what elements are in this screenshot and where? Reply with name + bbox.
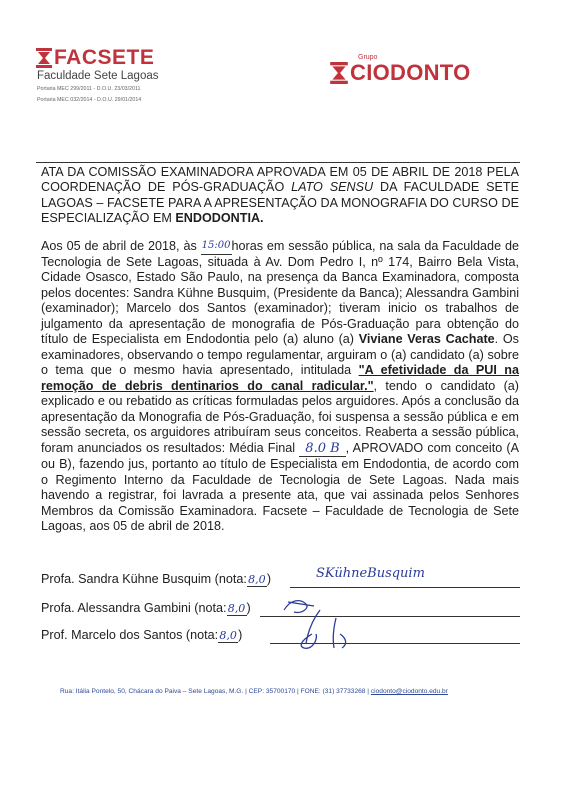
facsete-logo-icon bbox=[36, 48, 52, 68]
facsete-logo bbox=[36, 46, 216, 104]
title-part1: ATA DA COMISSÃO EXAMINADORA APROVADA EM 05 DE ABRIL DE 2018 PELA COORDENAÇÃO DE PÓS-GRADUAÇÃO bbox=[41, 165, 519, 195]
body-text-1: Aos 05 de abril de 2018, às bbox=[41, 239, 201, 253]
examiner-signature: SKühneBusquim bbox=[316, 566, 425, 581]
title-bold: ENDODONTIA. bbox=[175, 210, 264, 225]
signature-row-3 bbox=[41, 628, 242, 643]
document-title bbox=[41, 165, 519, 226]
monograph-title: "A efetividade da PUI na remoção de debris dentinarios do canal radicular." bbox=[41, 363, 519, 393]
signature-line-1 bbox=[290, 587, 520, 588]
handwritten-final-grade: 8.0 B bbox=[299, 441, 345, 458]
body-text-4: , tendo o candidato (a) explicado e ou rebatido as críticas formuladas pelos arguidores. Após a conclusão da apresentação da Monografia de Pós-Graduação, foi suspensa a sessão pública e em sessão secreta, os arguidores atribuíram seus conceitos. Reaberta a sessão pública, foram anunciados os resultados: Média Final bbox=[41, 378, 519, 455]
ciodonto-grupo: Grupo bbox=[358, 54, 378, 61]
title-italic: LATO SENSU bbox=[291, 180, 374, 195]
examiner-signature-3 bbox=[290, 604, 360, 652]
footer-address: Rua: Itália Pontelo, 50, Chácara do Paiva – Sete Lagoas, M.G. | CEP: 35700170 | FONE: (31) 37733268 | bbox=[60, 688, 371, 695]
paren-close: ) bbox=[266, 572, 272, 586]
facsete-name: FACSETE bbox=[54, 46, 155, 69]
examiner-grade: 8,0 bbox=[219, 629, 237, 642]
portaria-2: Portaria MEC 032/2014 - D.O.U. 29/01/2014 bbox=[37, 97, 142, 103]
ciodonto-logo-icon bbox=[330, 62, 348, 84]
body-text-3: . Os examinadores, observando o tempo regulamentar, arguiram o (a) candidato (a) sobre o tema que o mesmo havia apresentado, intitulada bbox=[41, 332, 519, 377]
ciodonto-name: CIODONTO bbox=[350, 60, 471, 85]
body-text-2: horas em sessão pública, na sala da Faculdade de Tecnologia de Sete Lagoas, situada à Av. Dom Pedro I, nº 174, Bairro Bela Vista, Cidade Osasco, Estado São Paulo, na presença da Banca Examinadora, composta pelos docentes: Sandra Kühne Busquim, (Presidente da Banca); Alessandra Gambini (examinador); Marcelo dos Santos (examinador); tiveram inicio os trabalhos de julgamento da apresentação de monografia de Pós-Graduação para obtenção do título de Especialista em Endodontia pelo (a) aluno (a) bbox=[41, 239, 519, 346]
paren-close: ) bbox=[238, 628, 243, 642]
footer-email-link[interactable]: ciodonto@ciodonto.edu.br bbox=[370, 688, 448, 695]
footer bbox=[60, 688, 510, 695]
document-body bbox=[41, 238, 519, 535]
title-part2: DA FACULDADE SETE LAGOAS – FACSETE PARA A APRESENTAÇÃO DA MONOGRAFIA DO CURSO DE ESPECIALIZAÇÃO EM bbox=[41, 180, 519, 225]
paren-close: ) bbox=[246, 601, 251, 615]
signature-row-1 bbox=[41, 572, 271, 587]
signature-row-2 bbox=[41, 601, 251, 616]
handwritten-hour: 15:00 bbox=[201, 238, 232, 255]
examiner-name: Prof. Marcelo dos Santos (nota: bbox=[41, 628, 219, 642]
student-name: Viviane Veras Cachate bbox=[358, 332, 495, 346]
examiner-grade: 8,0 bbox=[227, 602, 246, 615]
title-divider bbox=[36, 162, 520, 163]
body-text-5: , APROVADO com conceito (A ou B), fazendo jus, portanto ao título de Especialista em Endodontia, de acordo com o Regimento Interno da Faculdade de Tecnologia de Sete Lagoas. Nada mais havendo a registrar, foi lavrada a presente ata, que vai assinada pelos Senhores Membros da Comissão Examinadora. Facsete – Faculdade de Tecnologia de Sete Lagoas, aos 05 de abril de 2018. bbox=[41, 440, 519, 533]
examiner-name: Profa. Alessandra Gambini (nota: bbox=[41, 601, 227, 615]
portaria-1: Portaria MEC 299/2011 - D.O.U. 23/03/2011 bbox=[37, 86, 141, 92]
ciodonto-logo bbox=[330, 54, 530, 86]
examiner-grade: 8,0 bbox=[248, 573, 266, 586]
examiner-name: Profa. Sandra Kühne Busquim (nota: bbox=[41, 572, 247, 586]
facsete-subtitle: Faculdade Sete Lagoas bbox=[37, 70, 159, 82]
